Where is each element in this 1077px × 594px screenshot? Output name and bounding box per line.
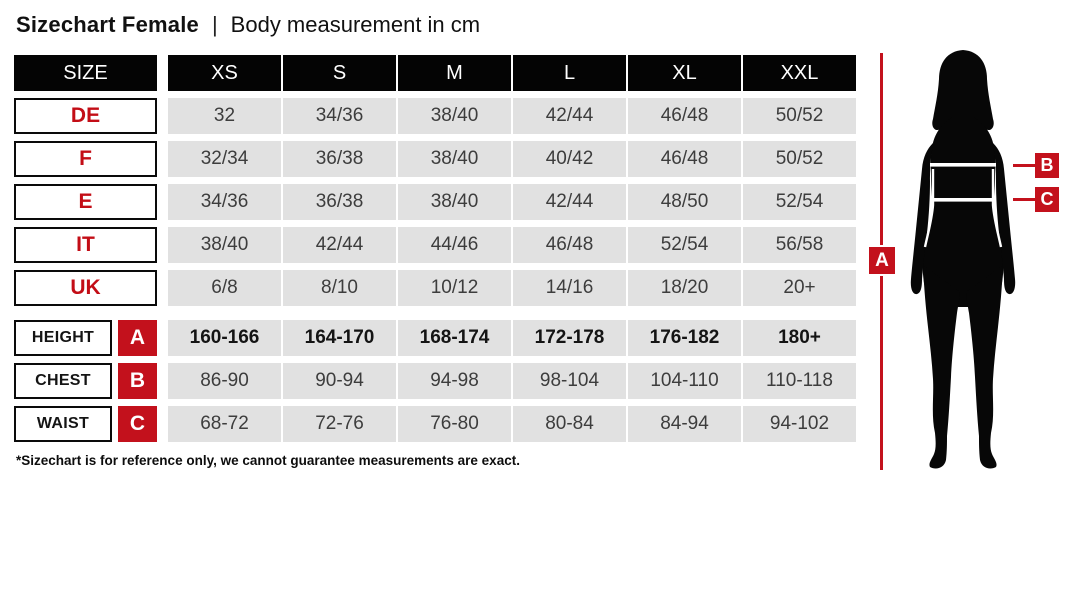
height-value-cell: 160-166 — [168, 320, 281, 356]
size-value-cell: 46/48 — [513, 227, 626, 263]
height-label: HEIGHT — [14, 320, 112, 356]
chest-value-cell: 90-94 — [283, 363, 396, 399]
size-table — [14, 55, 856, 442]
size-value-cell: 36/38 — [283, 184, 396, 220]
chest-value-cell: 86-90 — [168, 363, 281, 399]
row-label-uk: UK — [14, 270, 157, 306]
measure-row-chest-label — [14, 363, 157, 399]
title-main: Sizechart Female — [16, 12, 199, 37]
size-value-cell: 32/34 — [168, 141, 281, 177]
height-value-cell: 164-170 — [283, 320, 396, 356]
column-header-s: S — [283, 55, 396, 91]
column-header-xxl: XXL — [743, 55, 856, 91]
size-value-cell: 32 — [168, 98, 281, 134]
chest-label: CHEST — [14, 363, 112, 399]
size-value-cell: 50/52 — [743, 141, 856, 177]
chest-pointer-line — [1013, 164, 1036, 167]
chest-value-cell: 110-118 — [743, 363, 856, 399]
marker-a-table-badge: A — [118, 320, 157, 356]
waist-label: WAIST — [14, 406, 112, 442]
footnote: *Sizechart is for reference only, we cannot guarantee measurements are exact. — [16, 453, 520, 468]
chest-value-cell: 104-110 — [628, 363, 741, 399]
height-value-cell: 176-182 — [628, 320, 741, 356]
waist-value-cell: 76-80 — [398, 406, 511, 442]
marker-b-figure-badge: B — [1035, 153, 1059, 178]
page-title — [16, 12, 480, 38]
height-value-cell: 180+ — [743, 320, 856, 356]
chest-line — [930, 163, 996, 167]
size-value-cell: 34/36 — [168, 184, 281, 220]
size-value-cell: 38/40 — [398, 98, 511, 134]
measure-row-height-label — [14, 320, 157, 356]
size-value-cell: 40/42 — [513, 141, 626, 177]
size-value-cell: 36/38 — [283, 141, 396, 177]
waist-line — [931, 198, 995, 202]
waist-pointer-line — [1013, 198, 1036, 201]
waist-value-cell: 94-102 — [743, 406, 856, 442]
waist-value-cell: 72-76 — [283, 406, 396, 442]
row-label-f: F — [14, 141, 157, 177]
column-header-xs: XS — [168, 55, 281, 91]
chest-value-cell: 98-104 — [513, 363, 626, 399]
size-value-cell: 34/36 — [283, 98, 396, 134]
size-value-cell: 46/48 — [628, 98, 741, 134]
size-value-cell: 56/58 — [743, 227, 856, 263]
waist-value-cell: 84-94 — [628, 406, 741, 442]
column-header-m: M — [398, 55, 511, 91]
measure-row-waist-label — [14, 406, 157, 442]
female-silhouette — [897, 47, 1039, 471]
size-value-cell: 48/50 — [628, 184, 741, 220]
height-value-cell: 172-178 — [513, 320, 626, 356]
waist-value-cell: 80-84 — [513, 406, 626, 442]
chest-value-cell: 94-98 — [398, 363, 511, 399]
size-value-cell: 14/16 — [513, 270, 626, 306]
column-header-xl: XL — [628, 55, 741, 91]
marker-a-figure-badge: A — [867, 245, 897, 276]
column-header-l: L — [513, 55, 626, 91]
size-value-cell: 6/8 — [168, 270, 281, 306]
title-separator: | — [211, 12, 218, 37]
size-value-cell: 52/54 — [743, 184, 856, 220]
title-subtitle: Body measurement in cm — [230, 12, 481, 37]
marker-c-table-badge: C — [118, 406, 157, 442]
size-value-cell: 20+ — [743, 270, 856, 306]
row-label-de: DE — [14, 98, 157, 134]
waist-value-cell: 68-72 — [168, 406, 281, 442]
size-value-cell: 42/44 — [283, 227, 396, 263]
marker-b-table-badge: B — [118, 363, 157, 399]
size-value-cell: 52/54 — [628, 227, 741, 263]
size-value-cell: 50/52 — [743, 98, 856, 134]
size-value-cell: 38/40 — [398, 141, 511, 177]
size-value-cell: 44/46 — [398, 227, 511, 263]
height-value-cell: 168-174 — [398, 320, 511, 356]
row-label-e: E — [14, 184, 157, 220]
size-value-cell: 46/48 — [628, 141, 741, 177]
size-value-cell: 42/44 — [513, 184, 626, 220]
size-header: SIZE — [14, 55, 157, 91]
marker-c-figure-badge: C — [1035, 187, 1059, 212]
size-value-cell: 38/40 — [168, 227, 281, 263]
size-value-cell: 8/10 — [283, 270, 396, 306]
size-value-cell: 38/40 — [398, 184, 511, 220]
size-value-cell: 10/12 — [398, 270, 511, 306]
row-label-it: IT — [14, 227, 157, 263]
size-value-cell: 18/20 — [628, 270, 741, 306]
size-value-cell: 42/44 — [513, 98, 626, 134]
